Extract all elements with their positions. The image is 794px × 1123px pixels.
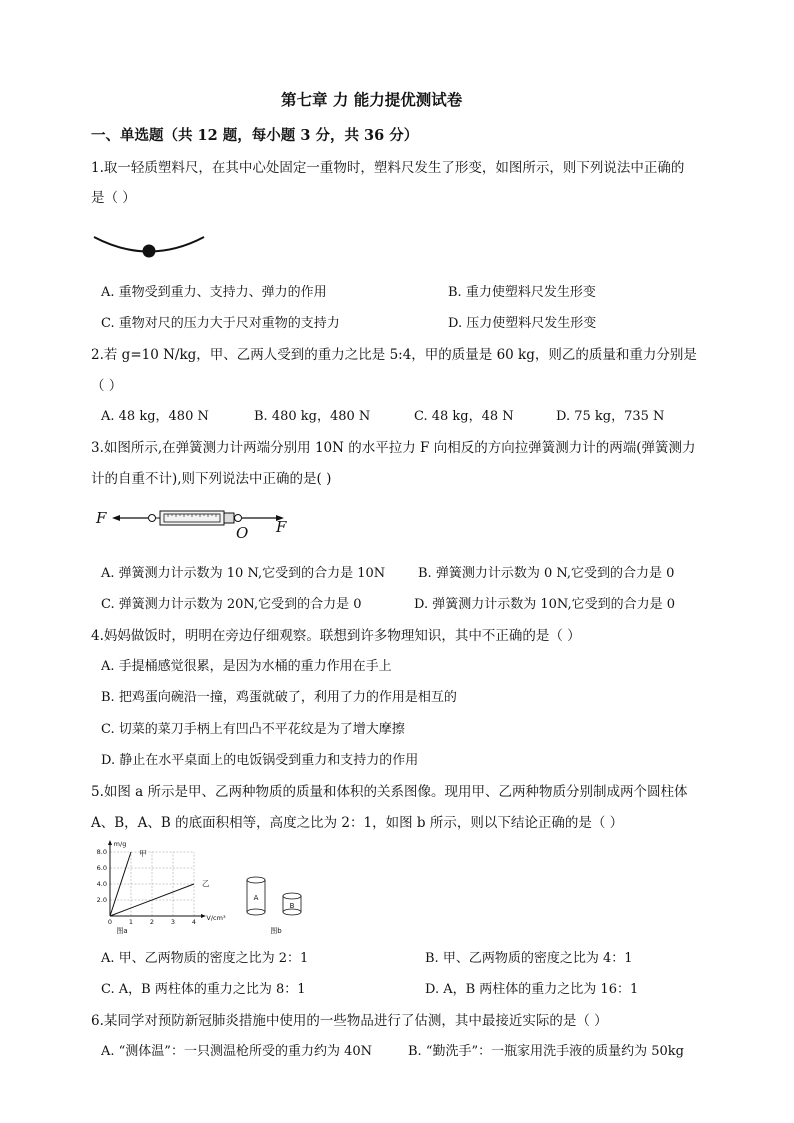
x-tick-label: 2 — [149, 918, 155, 926]
q3-figure-right-force-label: F — [276, 518, 287, 536]
q5-stem-line2: A、B，A、B 的底面积相等，高度之比为 2：1，如图 b 所示，则以下结论正确的是（ ） — [91, 815, 624, 831]
q5-option-b[interactable]: B. 甲、乙两物质的密度之比为 4：1 — [425, 951, 633, 966]
q1-option-c[interactable]: C. 重物对尺的压力大于尺对重物的支持力 — [101, 316, 340, 331]
y-tick-label: 6.0 — [96, 864, 107, 872]
series-label-jia: 甲 — [139, 849, 147, 858]
q6-stem: 6.某同学对预防新冠肺炎措施中使用的一些物品进行了估测，其中最接近实际的是（ ） — [91, 1013, 608, 1029]
q1-option-a[interactable]: A. 重物受到重力、支持力、弹力的作用 — [101, 285, 327, 300]
x-tick-label: 3 — [170, 918, 176, 926]
series-label-yi: 乙 — [202, 879, 210, 888]
cylinder-b-label: B — [289, 902, 295, 910]
q3-option-a[interactable]: A. 弹簧测力计示数为 10 N,它受到的合力是 10N — [101, 566, 386, 581]
q2-option-a[interactable]: A. 48 kg，480 N — [101, 409, 209, 424]
section-heading: 一、单选题（共 12 题，每小题 3 分，共 36 分） — [91, 127, 419, 144]
q4-option-d[interactable]: D. 静止在水平桌面上的电饭锅受到重力和支持力的作用 — [101, 753, 419, 768]
y-axis-label: m/g — [113, 840, 127, 848]
page-title: 第七章 力 能力提优测试卷 — [281, 90, 463, 109]
q4-option-a[interactable]: A. 手提桶感觉很累，是因为水桶的重力作用在手上 — [101, 659, 392, 674]
x-axis-label: V/cm³ — [206, 914, 226, 922]
q1-option-d[interactable]: D. 压力使塑料尺发生形变 — [448, 316, 597, 331]
q3-stem-line2: 计的自重不计),则下列说法中正确的是( ) — [91, 471, 332, 487]
q3-option-d[interactable]: D. 弹簧测力计示数为 10N,它受到的合力是 0 — [414, 597, 675, 612]
x-tick-label: 4 — [191, 918, 197, 926]
cylinder-a-bottom — [247, 909, 265, 915]
x-tick-label: 0 — [107, 918, 113, 926]
q2-option-d[interactable]: D. 75 kg，735 N — [556, 409, 665, 424]
q3-figure-spring-scale — [92, 502, 302, 542]
q3-option-b[interactable]: B. 弹簧测力计示数为 0 N,它受到的合力是 0 — [418, 566, 675, 581]
figure-b-caption: 图b — [270, 927, 282, 935]
q1-option-b[interactable]: B. 重力使塑料尺发生形变 — [448, 285, 596, 300]
q2-stem-line2: （ ） — [91, 378, 123, 394]
y-tick-label: 8.0 — [96, 848, 107, 856]
q1-stem-line2: 是（ ） — [91, 190, 136, 206]
q2-option-c[interactable]: C. 48 kg，48 N — [414, 409, 514, 424]
q1-figure-ruler — [92, 232, 208, 262]
q5-figure-chart — [90, 840, 300, 936]
q6-option-a[interactable]: A. “测体温”：一只测温枪所受的重力约为 40N — [101, 1044, 372, 1059]
cylinder-a-label: A — [253, 894, 259, 902]
q2-option-b[interactable]: B. 480 kg，480 N — [254, 409, 371, 424]
q4-option-b[interactable]: B. 把鸡蛋向碗沿一撞，鸡蛋就破了，利用了力的作用是相互的 — [101, 690, 457, 705]
cylinder-b-top — [283, 893, 301, 899]
x-tick-label: 1 — [128, 918, 134, 926]
q5-stem-line1: 5.如图 a 所示是甲、乙两种物质的质量和体积的关系图像。现用甲、乙两种物质分别制成两个圆柱体 — [91, 784, 688, 800]
q3-figure-left-force-label: F — [96, 509, 107, 527]
q3-option-c[interactable]: C. 弹簧测力计示数为 20N,它受到的合力是 0 — [101, 597, 362, 612]
q2-stem-line1: 2.若 g=10 N/kg，甲、乙两人受到的重力之比是 5:4，甲的质量是 60 kg，则乙的质量和重力分别是 — [91, 347, 697, 363]
cylinder-a-top — [247, 877, 265, 883]
q5-option-c[interactable]: C. A，B 两柱体的重力之比为 8：1 — [101, 982, 306, 997]
q3-stem-line1: 3.如图所示,在弹簧测力计两端分别用 10N 的水平拉力 F 向相反的方向拉弹簧测力计的两端(弹簧测力 — [91, 440, 696, 456]
q5-option-d[interactable]: D. A，B 两柱体的重力之比为 16：1 — [425, 982, 639, 997]
q1-stem-line1: 1.取一轻质塑料尺，在其中心处固定一重物时，塑料尺发生了形变，如图所示，则下列说法中正确的 — [91, 160, 685, 176]
y-tick-label: 2.0 — [96, 896, 107, 904]
q4-option-c[interactable]: C. 切菜的菜刀手柄上有凹凸不平花纹是为了增大摩擦 — [101, 722, 405, 737]
figure-a-caption: 图a — [116, 927, 128, 935]
y-axis-arrow — [108, 840, 112, 845]
q3-figure-o-label: O — [236, 524, 249, 542]
q4-stem: 4.妈妈做饭时，明明在旁边仔细观察。联想到许多物理知识，其中不正确的是（ ） — [91, 628, 581, 644]
x-axis-arrow — [201, 914, 206, 918]
q5-option-a[interactable]: A. 甲、乙两物质的密度之比为 2：1 — [101, 951, 309, 966]
y-tick-label: 4.0 — [96, 880, 107, 888]
q6-option-b[interactable]: B. “勤洗手”：一瓶家用洗手液的质量约为 50kg — [408, 1044, 684, 1059]
